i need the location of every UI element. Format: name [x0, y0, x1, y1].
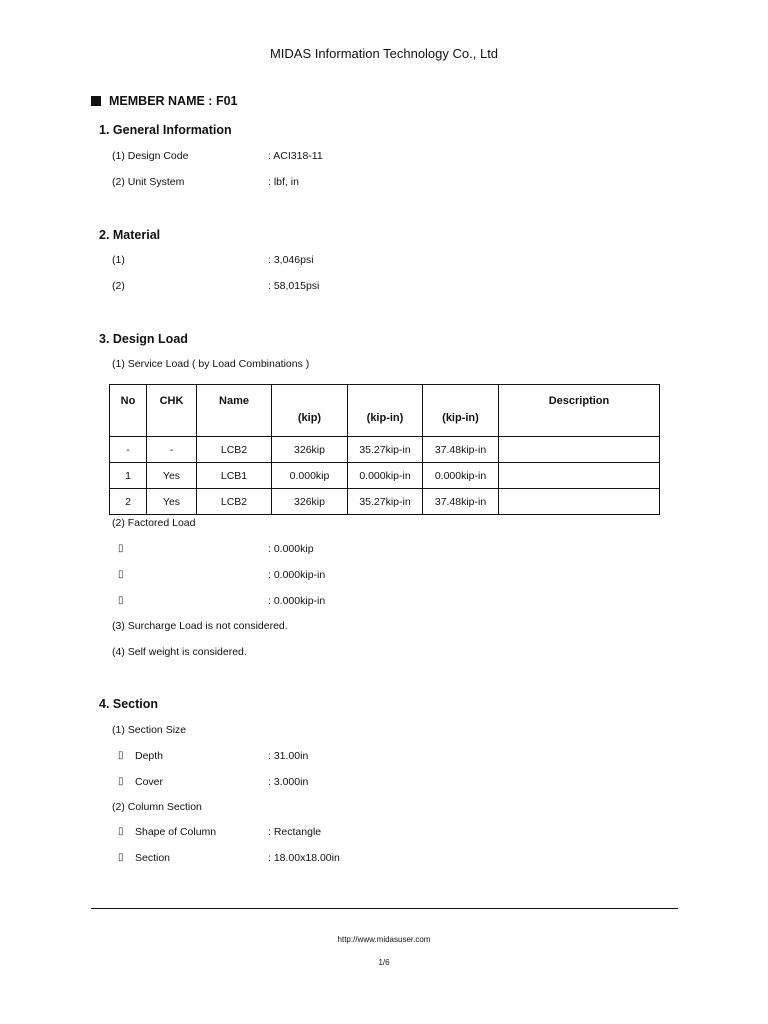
cell-no: - [110, 437, 147, 463]
cell-description [499, 463, 660, 489]
column-section-label: (2) Column Section [112, 801, 202, 813]
depth-value: : 31.00in [268, 750, 309, 762]
section-size-label: (1) Section Size [112, 724, 187, 736]
member-title [91, 94, 237, 108]
design-code-label: (1) Design Code [112, 150, 189, 162]
cell-axial: 326kip [272, 437, 348, 463]
section-dims-value: : 18.00x18.00in [268, 852, 340, 864]
placeholder-glyph-icon: ▯ [118, 826, 124, 837]
table-row [110, 437, 660, 463]
cell-moment-2: 0.000kip-in [423, 463, 499, 489]
col-header-moment-2: (kip-in) [423, 385, 499, 437]
cell-no: 1 [110, 463, 147, 489]
self-weight-note: (4) Self weight is considered. [112, 646, 247, 658]
shape-of-column-label: Shape of Column [135, 826, 217, 838]
table-row [110, 463, 660, 489]
col-header-axial: (kip) [272, 385, 348, 437]
col-header-moment-1: (kip-in) [348, 385, 423, 437]
col-header-name: Name [197, 385, 272, 437]
col-header-no: No [110, 385, 147, 437]
design-code-value: : ACI318-11 [268, 150, 323, 162]
cell-axial: 0.000kip [272, 463, 348, 489]
square-bullet-icon [91, 96, 101, 106]
col-header-chk: CHK [147, 385, 197, 437]
cover-value: : 3.000in [268, 776, 309, 788]
unit-system-value: : lbf, in [268, 176, 299, 188]
cover-label: Cover [135, 776, 164, 788]
placeholder-glyph-icon: ▯ [118, 595, 124, 606]
cell-moment-1: 35.27kip-in [348, 489, 423, 515]
table-header-row [110, 385, 660, 437]
factored-moment-2-value: : 0.000kip-in [268, 595, 326, 607]
cell-name: LCB1 [197, 463, 272, 489]
placeholder-glyph-icon: ▯ [118, 852, 124, 863]
company-header: MIDAS Information Technology Co., Ltd [269, 46, 499, 61]
cell-chk: Yes [147, 489, 197, 515]
table-row [110, 489, 660, 515]
material-item-2-value: : 58,015psi [268, 280, 320, 292]
service-load-label: (1) Service Load ( by Load Combinations ) [112, 358, 310, 370]
material-item-1-label: (1) [112, 254, 125, 266]
section-heading-material: 2. Material [99, 228, 161, 242]
section-dims-label: Section [135, 852, 171, 864]
member-title-text: MEMBER NAME : F01 [109, 94, 238, 108]
footer-url: http://www.midasuser.com [337, 935, 431, 944]
placeholder-glyph-icon: ▯ [118, 543, 124, 554]
material-item-1-value: : 3,046psi [268, 254, 314, 266]
service-load-table [109, 384, 660, 515]
surcharge-note: (3) Surcharge Load is not considered. [112, 620, 288, 632]
material-item-2-label: (2) [112, 280, 125, 292]
footer-divider [91, 908, 678, 909]
col-header-description: Description [499, 385, 660, 437]
factored-axial-value: : 0.000kip [268, 543, 314, 555]
cell-axial: 326kip [272, 489, 348, 515]
depth-label: Depth [135, 750, 164, 762]
cell-moment-2: 37.48kip-in [423, 437, 499, 463]
cell-chk: - [147, 437, 197, 463]
unit-system-label: (2) Unit System [112, 176, 185, 188]
cell-no: 2 [110, 489, 147, 515]
placeholder-glyph-icon: ▯ [118, 776, 124, 787]
cell-moment-2: 37.48kip-in [423, 489, 499, 515]
cell-description [499, 437, 660, 463]
section-heading-general: 1. General Information [99, 123, 232, 137]
section-heading-design-load: 3. Design Load [99, 332, 188, 346]
placeholder-glyph-icon: ▯ [118, 569, 124, 580]
cell-chk: Yes [147, 463, 197, 489]
placeholder-glyph-icon: ▯ [118, 750, 124, 761]
page-number: 1/6 [378, 958, 390, 967]
factored-load-label: (2) Factored Load [112, 517, 196, 529]
cell-moment-1: 35.27kip-in [348, 437, 423, 463]
cell-description [499, 489, 660, 515]
section-heading-section: 4. Section [99, 697, 159, 711]
factored-moment-1-value: : 0.000kip-in [268, 569, 326, 581]
shape-of-column-value: : Rectangle [268, 826, 322, 838]
cell-name: LCB2 [197, 489, 272, 515]
cell-moment-1: 0.000kip-in [348, 463, 423, 489]
cell-name: LCB2 [197, 437, 272, 463]
